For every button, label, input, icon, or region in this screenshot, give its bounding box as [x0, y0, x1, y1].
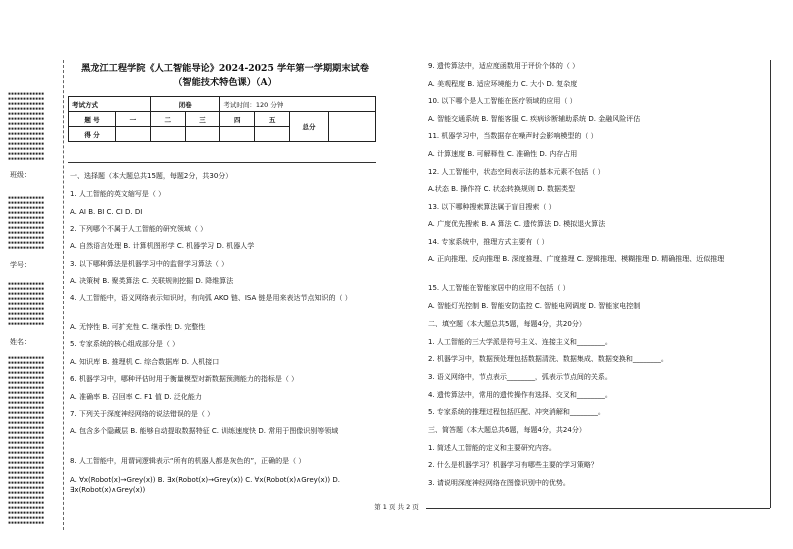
fill-2: 2. 机器学习中，数据预处理包括数据清洗、数据集成、数据变换和________。 [428, 355, 668, 363]
short-answer-1: 1. 简述人工智能的定义和主要研究内容。 [428, 444, 556, 452]
question-8: 8. 人工智能中，用谓词逻辑表示“所有的机器人都是灰色的”，正确的是（ ） [70, 457, 306, 465]
score-cell-4[interactable] [220, 127, 255, 142]
question-7-options: A. 包含多个隐藏层 B. 能够自动提取数据特征 C. 训练速度快 D. 常用于图像识别等领域 [70, 427, 339, 435]
question-4-options: A. 无悖性 B. 可扩充性 C. 继承性 D. 完整性 [70, 323, 206, 331]
score-cell-3[interactable] [185, 127, 220, 142]
section-1-heading: 一、选择题（本大题总共15题，每题2分，共30分） [70, 172, 233, 180]
question-3: 3. 以下哪种算法是机器学习中的监督学习算法（ ） [70, 260, 229, 268]
question-8-options: A. ∀x(Robot(x)→Grey(x)) B. ∃x(Robot(x)→Grey(x)) C. ∀x(Robot(x)∧Grey(x)) D. ∃x(Robot(x)∧Grey(x)) [70, 476, 340, 494]
name-label: 姓名： [10, 338, 31, 346]
question-1-options: A. AI B. BI C. CI D. DI [70, 208, 143, 216]
question-15-options: A. 智能灯光控制 B. 智能安防监控 C. 智能电网调度 D. 智能家电控制 [428, 302, 641, 310]
question-14: 14. 专家系统中，推理方式主要有（ ） [428, 238, 549, 246]
short-answer-3: 3. 请说明深度神经网络在图像识别中的优势。 [428, 479, 570, 487]
q-col-2: 二 [150, 112, 185, 127]
page-footer: 第 1 页 共 2 页 [374, 503, 419, 511]
header-separator [68, 162, 376, 163]
question-11: 11. 机器学习中，当数据存在噪声时会影响模型的（ ） [428, 132, 598, 140]
total-score-cell[interactable] [329, 112, 376, 142]
q-col-3: 三 [185, 112, 220, 127]
question-7: 7. 下列关于深度神经网络的说法错误的是（ ） [70, 410, 215, 418]
q-col-5: 五 [255, 112, 290, 127]
binding-dots-3: ▪▪▪▪▪▪▪▪▪▪▪▪ ▪▪▪▪▪▪▪▪▪▪▪▪ ▪▪▪▪▪▪▪▪▪▪▪▪ ▪▪▪▪▪▪▪▪▪▪▪▪ ▪▪▪▪▪▪▪▪▪▪▪▪ ▪▪▪▪▪▪▪▪▪▪▪▪ ▪▪▪▪▪▪▪▪▪▪▪▪ ▪▪▪▪▪▪▪▪▪▪▪▪ ▪▪▪▪▪▪▪▪▪▪▪▪ [8, 282, 45, 327]
binding-strip [8, 0, 62, 549]
fill-1: 1. 人工智能的三大学派是符号主义、连接主义和________。 [428, 338, 612, 346]
class-label: 班级： [10, 171, 31, 179]
question-4: 4. 人工智能中，语义网络表示知识时，有向弧 AKO 链、ISA 链是用来表达节点知识的（ ） [70, 294, 352, 302]
total-label: 总分 [290, 112, 329, 142]
q-col-4: 四 [220, 112, 255, 127]
exam-form-value: 闭卷 [150, 97, 220, 112]
section-3-heading: 三、简答题（本大题总共6题，每题4分，共24分） [428, 426, 586, 434]
exam-title-line2: （智能技术特色课）（A） [173, 77, 277, 88]
binding-dots-2: ▪▪▪▪▪▪▪▪▪▪▪▪ ▪▪▪▪▪▪▪▪▪▪▪▪ ▪▪▪▪▪▪▪▪▪▪▪▪ ▪▪▪▪▪▪▪▪▪▪▪▪ ▪▪▪▪▪▪▪▪▪▪▪▪ ▪▪▪▪▪▪▪▪▪▪▪▪ ▪▪▪▪▪▪▪▪▪▪▪▪ ▪▪▪▪▪▪▪▪▪▪▪▪ ▪▪▪▪▪▪▪▪▪▪▪▪ ▪▪▪▪▪▪▪▪▪▪▪▪ ▪▪▪▪▪▪▪▪▪▪▪▪ [8, 196, 45, 251]
section-2-heading: 二、填空题（本大题总共5题，每题4分，共20分） [428, 320, 586, 328]
question-11-options: A. 计算速度 B. 可解释性 C. 准确性 D. 内存占用 [428, 150, 578, 158]
binding-line [63, 60, 64, 530]
question-13: 13. 以下哪种搜索算法属于盲目搜索（ ） [428, 203, 556, 211]
question-12: 12. 人工智能中，状态空间表示法的基本元素不包括（ ） [428, 168, 605, 176]
exam-title-line1: 黑龙江工程学院《人工智能导论》2024-2025 学年第一学期期末试卷 [81, 63, 369, 74]
question-14-options: A. 正向推理、反向推理 B. 深度推理、广度推理 C. 逻辑推理、模糊推理 D. 精确推理、近似推理 [428, 255, 725, 263]
question-2: 2. 下列哪个不属于人工智能的研究领域（ ） [70, 225, 208, 233]
score-table [68, 96, 376, 142]
fill-5: 5. 专家系统的推理过程包括匹配、冲突消解和________。 [428, 408, 605, 416]
question-9: 9. 遗传算法中，适应度函数用于评价个体的（ ） [428, 62, 580, 70]
question-5: 5. 专家系统的核心组成部分是（ ） [70, 340, 180, 348]
fill-3: 3. 语义网络中，节点表示________，弧表示节点间的关系。 [428, 373, 612, 381]
fill-4: 4. 遗传算法中，常用的遗传操作有选择、交叉和________。 [428, 391, 612, 399]
exam-time: 考试时间：120 分钟 [220, 97, 376, 112]
binding-dots-1: ▪▪▪▪▪▪▪▪▪▪▪▪ ▪▪▪▪▪▪▪▪▪▪▪▪ ▪▪▪▪▪▪▪▪▪▪▪▪ ▪▪▪▪▪▪▪▪▪▪▪▪ ▪▪▪▪▪▪▪▪▪▪▪▪ ▪▪▪▪▪▪▪▪▪▪▪▪ ▪▪▪▪▪▪▪▪▪▪▪▪ ▪▪▪▪▪▪▪▪▪▪▪▪ ▪▪▪▪▪▪▪▪▪▪▪▪ ▪▪▪▪▪▪▪▪▪▪▪▪ ▪▪▪▪▪▪▪▪▪▪▪▪ ▪▪▪▪▪▪▪▪▪▪▪▪ ▪▪▪▪▪▪▪▪▪▪▪▪ ▪▪▪▪▪▪▪▪▪▪▪▪ [8, 92, 45, 162]
question-number-label: 题 号 [69, 112, 116, 127]
question-6-options: A. 准确率 B. 召回率 C. F1 值 D. 泛化能力 [70, 393, 202, 401]
question-12-options: A.状态 B. 操作符 C. 状态转换规则 D. 数据类型 [428, 185, 575, 193]
short-answer-2: 2. 什么是机器学习？机器学习有哪些主要的学习策略？ [428, 461, 598, 469]
score-cell-1[interactable] [116, 127, 151, 142]
score-cell-2[interactable] [150, 127, 185, 142]
exam-form-label: 考试方式 [69, 97, 151, 112]
binding-dots-4: ▪▪▪▪▪▪▪▪▪▪▪▪ ▪▪▪▪▪▪▪▪▪▪▪▪ ▪▪▪▪▪▪▪▪▪▪▪▪ ▪▪▪▪▪▪▪▪▪▪▪▪ ▪▪▪▪▪▪▪▪▪▪▪▪ ▪▪▪▪▪▪▪▪▪▪▪▪ ▪▪▪▪▪▪▪▪▪▪▪▪ ▪▪▪▪▪▪▪▪▪▪▪▪ ▪▪▪▪▪▪▪▪▪▪▪▪ ▪▪▪▪▪▪▪▪▪▪▪▪ ▪▪▪▪▪▪▪▪▪▪▪▪ ▪▪▪▪▪▪▪▪▪▪▪▪ ▪▪▪▪▪▪▪▪▪▪▪▪ ▪▪▪▪▪▪▪▪▪▪▪▪ ▪▪▪▪▪▪▪▪▪▪▪▪ ▪▪▪▪▪▪▪▪▪▪▪▪ ▪▪▪▪▪▪▪▪▪▪▪▪ ▪▪▪▪▪▪▪▪▪▪▪▪ ▪▪▪▪▪▪▪▪▪▪▪▪ ▪▪▪▪▪▪▪▪▪▪▪▪ ▪▪▪▪▪▪▪▪▪▪▪▪ ▪▪▪▪▪▪▪▪▪▪▪▪ ▪▪▪▪▪▪▪▪▪▪▪▪ ▪▪▪▪▪▪▪▪▪▪▪▪ ▪▪▪▪▪▪▪▪▪▪▪▪ ▪▪▪▪▪▪▪▪▪▪▪▪ ▪▪▪▪▪▪▪▪▪▪▪▪ ▪▪▪▪▪▪▪▪▪▪▪▪ ▪▪▪▪▪▪▪▪▪▪▪▪ ▪▪▪▪▪▪▪▪▪▪▪▪ ▪▪▪▪▪▪▪▪▪▪▪▪ ▪▪▪▪▪▪▪▪▪▪▪▪ ▪▪▪▪▪▪▪▪▪▪▪▪ ▪▪▪▪▪▪▪▪▪▪▪▪ [8, 356, 45, 526]
q-col-1: 一 [116, 112, 151, 127]
question-5-options: A. 知识库 B. 推理机 C. 综合数据库 D. 人机接口 [70, 358, 220, 366]
score-cell-5[interactable] [255, 127, 290, 142]
student-id-label: 学号： [10, 261, 31, 269]
question-2-options: A. 自然语言处理 B. 计算机图形学 C. 机器学习 D. 机器人学 [70, 242, 255, 250]
question-10: 10. 以下哪个是人工智能在医疗领域的应用（ ） [428, 97, 577, 105]
question-9-options: A. 美观程度 B. 适应环境能力 C. 大小 D. 复杂度 [428, 80, 578, 88]
question-13-options: A. 广度优先搜索 B. A 算法 C. 遗传算法 D. 模拟退火算法 [428, 220, 606, 228]
page-frame-right [770, 60, 771, 508]
question-6: 6. 机器学习中，哪种评估时用于衡量模型对新数据预测能力的指标是（ ） [70, 375, 299, 383]
exam-title [70, 62, 380, 90]
score-label: 得 分 [69, 127, 116, 142]
question-15: 15. 人工智能在智能家居中的应用不包括（ ） [428, 284, 570, 292]
question-10-options: A. 智能交通系统 B. 智能客服 C. 疾病诊断辅助系统 D. 金融风险评估 [428, 115, 641, 123]
question-1: 1. 人工智能的英文缩写是（ ） [70, 190, 166, 198]
question-3-options: A. 决策树 B. 聚类算法 C. 关联规则挖掘 D. 降维算法 [70, 277, 234, 285]
